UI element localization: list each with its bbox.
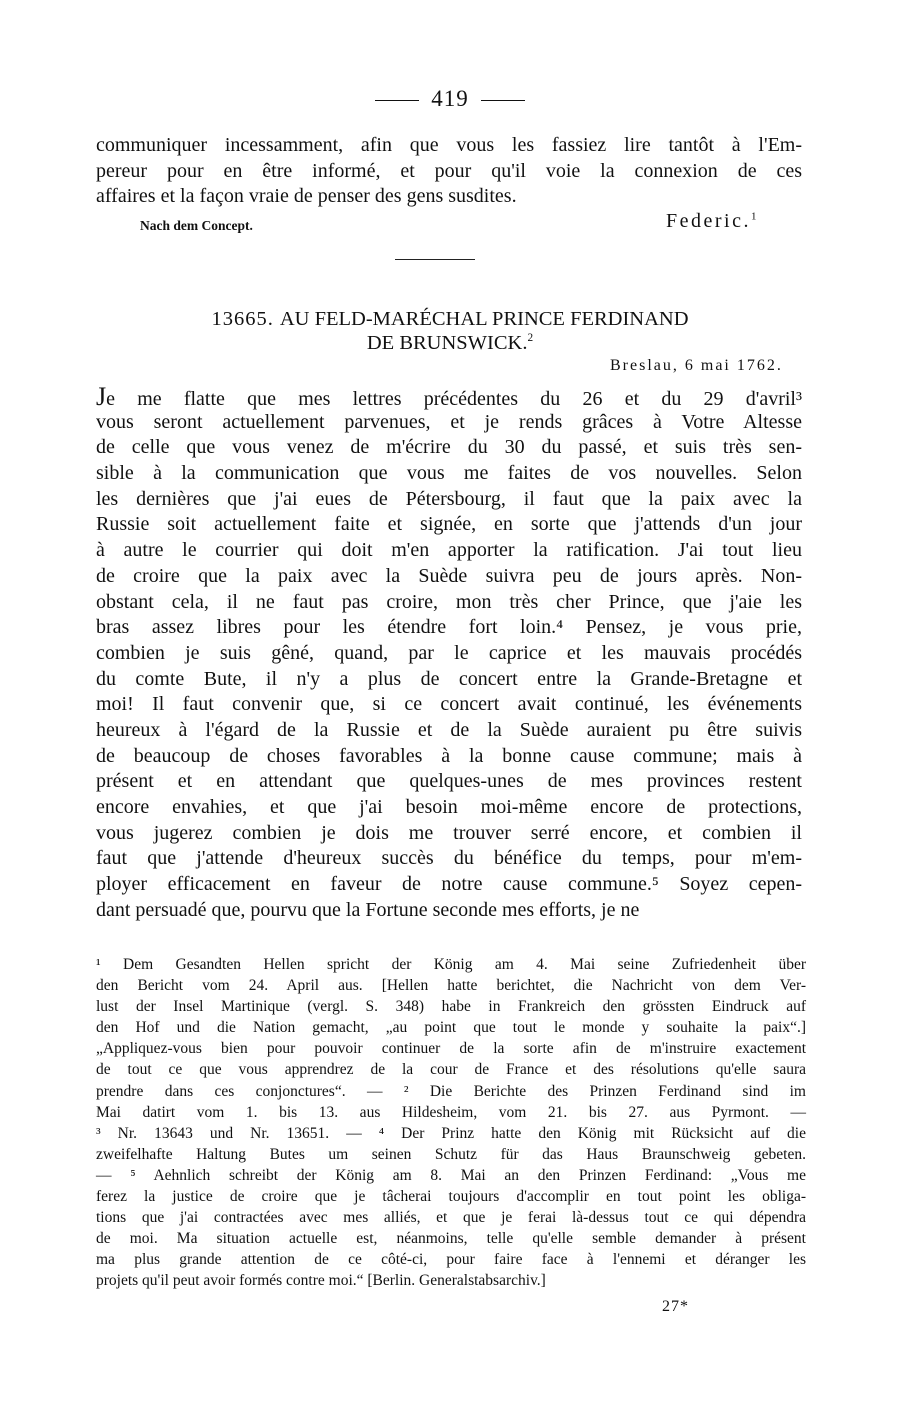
- footnotes: [96, 954, 806, 1292]
- footnote-line-16: projets qu'il peut avoir formés contre moi.“ [Berlin. Generalstabsarchiv.]: [96, 1272, 546, 1290]
- drop-cap: J: [96, 382, 107, 411]
- signature-mark: 27*: [662, 1298, 689, 1315]
- page-number: [0, 86, 900, 112]
- intro-paragraph: [96, 133, 802, 210]
- page-number-dash-left: [375, 100, 419, 101]
- body-line-8: de croire que la paix avec la Suède suivra peu de jours après. Non-: [96, 564, 802, 587]
- page-number-dash-right: [481, 100, 525, 101]
- letter-number: 13665.: [211, 308, 274, 330]
- footnote-line-7: prendre dans ces conjonctures“. — ² Die Berichte des Prinzen Ferdinand sind im: [96, 1082, 806, 1100]
- body-line-20: ployer efficacement en faveur de notre cause commune.⁵ Soyez cepen-: [96, 873, 802, 896]
- signature-text: Federic.: [666, 210, 751, 232]
- section-divider: [395, 259, 475, 260]
- body-line-11: combien je suis gêné, quand, par le caprice et les mauvais procédés: [96, 641, 802, 664]
- footnote-line-10: zweifelhafte Haltung Butes um seinen Schutz für das Haus Braunschweig gebeten.: [96, 1145, 806, 1163]
- footnote-line-8: Mai datirt vom 1. bis 13. aus Hildesheim, vom 21. bis 27. aus Pyrmont. —: [96, 1103, 806, 1121]
- footnote-line-9: ³ Nr. 13643 und Nr. 13651. — ⁴ Der Prinz hatte den König mit Rücksicht auf die: [96, 1124, 806, 1142]
- letter-heading-text2: DE BRUNSWICK.: [366, 332, 528, 354]
- letter-heading-footnote-ref: 2: [527, 332, 534, 345]
- body-line-text: e me flatte que mes lettres précédentes du 26 et du 29 d'avril³: [106, 388, 802, 410]
- intro-line-2: pereur pour en être informé, et pour qu'il voie la connexion de ces: [96, 159, 802, 182]
- body-line-21: dant persuadé que, pourvu que la Fortune seconde mes efforts, je ne: [96, 898, 640, 921]
- footnote-line-11: — ⁵ Aehnlich schreibt der König am 8. Mai an den Prinzen Ferdinand: „Vous me: [96, 1166, 806, 1184]
- footnote-line-4: den Hof und die Nation gemacht, „au point que tout le monde y souhaite la paix“.]: [96, 1019, 806, 1037]
- letter-heading-line1: [0, 308, 900, 331]
- footnote-line-13: tions que j'ai contractées avec mes alliés, et que je ferai là-dessus tout ce qui dépendra: [96, 1209, 806, 1227]
- letter-heading-text1: AU FELD-MARÉCHAL PRINCE FERDINAND: [279, 308, 689, 330]
- footnote-line-15: ma plus grande attention de ce côté-ci, pour faire face à l'ennemi et déranger les: [96, 1251, 806, 1269]
- body-line-13: moi! Il faut convenir que, si ce concert avait continué, les événements: [96, 693, 802, 716]
- body-line-19: faut que j'attende d'heureux succès du bénéfice du temps, pour m'em-: [96, 847, 802, 870]
- body-line-5: les dernières que j'ai eues de Pétersbourg, il faut que la paix avec la: [96, 487, 802, 510]
- body-line-6: Russie soit actuellement faite et signée, en sorte que j'attends d'un jour: [96, 513, 802, 536]
- footnote-line-6: de tout ce que vous apprendrez de la cour de France et des résolutions qu'elle saura: [96, 1061, 806, 1079]
- body-line-9: obstant cela, il ne faut pas croire, mon très cher Prince, que j'aie les: [96, 590, 802, 613]
- body-line-7: à autre le courrier qui doit m'en apporter la ratification. J'ai tout lieu: [96, 539, 802, 562]
- body-line-18: vous jugerez combien je dois me trouver serré encore, et combien il: [96, 821, 802, 844]
- body-line-17: encore envahies, et que j'ai besoin moi-même encore de protections,: [96, 796, 802, 818]
- page-number-text: 419: [431, 86, 469, 111]
- body-line-14: heureux à l'égard de la Russie et de la Suède auraient pu être suivis: [96, 718, 802, 741]
- signature-footnote-ref: 1: [750, 210, 759, 223]
- footnote-line-12: ferez la justice de croire que je tâcherai toujours d'accomplir en tout point les obliga-: [96, 1188, 806, 1206]
- footnote-line-3: lust der Insel Martinique (vergl. S. 348) habe in Frankreich den grössten Eindruck auf: [96, 998, 806, 1016]
- letter-dateline: Breslau, 6 mai 1762.: [610, 357, 783, 374]
- body-line-10: bras assez libres pour les étendre fort loin.⁴ Pensez, je vous prie,: [96, 616, 802, 639]
- body-line-1: [96, 384, 802, 410]
- footnote-line-2: den Bericht vom 24. April aus. [Hellen hatte berichtet, die Nachricht von dem Ver-: [96, 977, 806, 995]
- body-line-16: présent et en attendant que quelques-unes de mes provinces restent: [96, 770, 802, 793]
- footnote-line-1: ¹ Dem Gesandten Hellen spricht der König am 4. Mai seine Zufriedenheit über: [96, 956, 806, 973]
- body-line-3: de celle que vous venez de m'écrire du 30 du passé, et suis très sen-: [96, 436, 802, 459]
- body-line-2: vous seront actuellement parvenues, et je rends grâces à Votre Altesse: [96, 410, 802, 433]
- body-line-12: du comte Bute, il n'y a plus de concert entre la Grande-Bretagne et: [96, 667, 802, 690]
- body-line-15: de beaucoup de choses favorables à la bonne cause commune; mais à: [96, 744, 802, 767]
- source-note: Nach dem Concept.: [140, 218, 253, 233]
- footnote-line-14: de moi. Ma situation actuelle est, néanmoins, telle qu'elle semble demander à présent: [96, 1230, 806, 1248]
- intro-line-3: affaires et la façon vraie de penser des gens susdites.: [96, 185, 517, 208]
- intro-line-1: communiquer incessamment, afin que vous les fassiez lire tantôt à l'Em-: [96, 134, 802, 156]
- footnote-line-5: „Appliquez-vous bien pour pouvoir continuer de la sorte afin de m'instruire exactement: [96, 1040, 806, 1058]
- letter-body: [96, 384, 802, 923]
- letter-heading-line2: [0, 332, 900, 355]
- body-line-4: sible à la communication que vous me faites de vos nouvelles. Selon: [96, 462, 802, 485]
- signature: [666, 210, 759, 233]
